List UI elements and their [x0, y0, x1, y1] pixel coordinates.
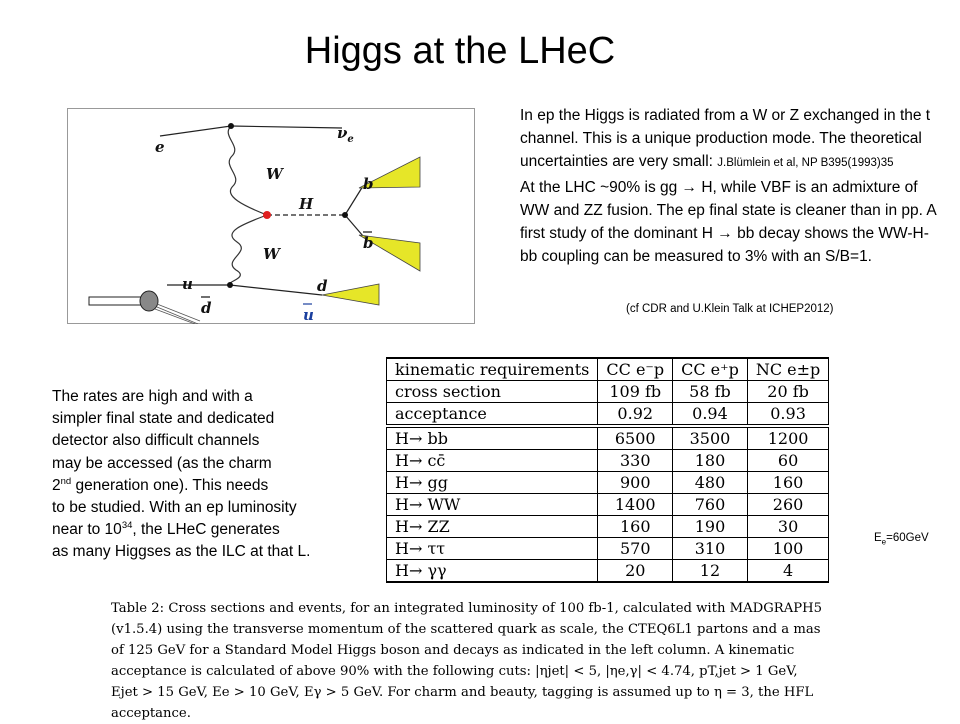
table-row: H→ bb 6500 3500 1200: [387, 426, 829, 450]
label-b: b: [363, 175, 374, 193]
table-row: H→ gg 900 480 160: [387, 472, 829, 494]
label-u: u: [182, 275, 193, 293]
feynman-diagram: [67, 108, 475, 324]
label-w-top: W: [266, 165, 283, 183]
hww-vertex: [263, 211, 271, 219]
label-e: e: [155, 138, 165, 156]
table-row: H→ WW 1400 760 260: [387, 494, 829, 516]
table-row: acceptance 0.92 0.94 0.93: [387, 403, 829, 427]
reference: J.Blümlein et al, NP B395(1993)35: [717, 157, 894, 170]
kinematics-table: [386, 357, 829, 583]
vertex: [228, 123, 234, 129]
citation: (cf CDR and U.Klein Talk at ICHEP2012): [626, 303, 834, 315]
proton-blob: [140, 291, 158, 311]
label-nu: $\nu_e$: [337, 124, 354, 145]
slide-title: Higgs at the LHeC: [304, 30, 616, 72]
table-row: cross section 109 fb 58 fb 20 fb: [387, 381, 829, 403]
header-cell: kinematic requirements: [387, 358, 598, 381]
table-row: H→ cc̄ 330 180 60: [387, 450, 829, 472]
intro-text: In ep the Higgs is radiated from a W or Z exchanged in the t channel. This is a unique production mode. The theoretical uncertainties are very small: J.Blümlein et al, NP B395(1993)35 At the LHC ~90% is gg → H, while VBF is an admixture of WW and ZZ fusion. The ep final state is cleaner than in pp. A first study of the dominant H → bb decay shows the WW-H-bb coupling can be measured to 3% with an S/B=1.: [520, 107, 936, 266]
vertex: [227, 282, 233, 288]
header-cell: CC e⁻p: [598, 358, 673, 381]
table-caption: Table 2: Cross sections and events, for an integrated luminosity of 100 fb-1, calculated with MADGRAPH5 (v1.5.4) using the transverse momentum of the scattered quark as scale, the CTEQ6L1 partons and a mas of 125 GeV for a Standard Model Higgs boson and decays as indicated in the left column. A kinematic acceptance is calculated of above 90% with the following cuts: |ηjet| < 5, |ηe,γ| < 4.74, pT,jet > 1 GeV, Ejet > 15 GeV, Ee > 10 GeV, Eγ > 5 GeV. For charm and beauty, tagging is assumed up to η = 3, the HFL acceptance.: [111, 601, 822, 721]
header-cell: NC e±p: [747, 358, 828, 381]
label-bbar: b: [363, 234, 374, 252]
table-row: H→ γγ 20 12 4: [387, 560, 829, 583]
label-w-bottom: W: [263, 245, 280, 263]
table-row: H→ ττ 570 310 100: [387, 538, 829, 560]
arrow-icon: →: [681, 178, 698, 196]
table-header-row: [387, 358, 829, 381]
vertex: [342, 212, 348, 218]
rates-text: The rates are high and with a simpler final state and dedicated detector also difficult channels may be accessed (as the charm 2nd generation one). This needs to be studied. With an ep luminosity near to $10^{34}$, the LHeC generates as many Higgses as the ILC at that L.: [52, 388, 311, 561]
label-h: H: [299, 195, 314, 213]
label-ubar: u: [303, 306, 314, 324]
arrow-icon: →: [717, 225, 733, 243]
table-row: H→ ZZ 160 190 30: [387, 516, 829, 538]
label-d: d: [317, 277, 328, 295]
header-cell: CC e⁺p: [673, 358, 748, 381]
label-dbar: d: [201, 299, 212, 317]
diagram-frame: [68, 109, 475, 324]
beam-energy-label: $E_e=60GeV$: [874, 532, 929, 547]
